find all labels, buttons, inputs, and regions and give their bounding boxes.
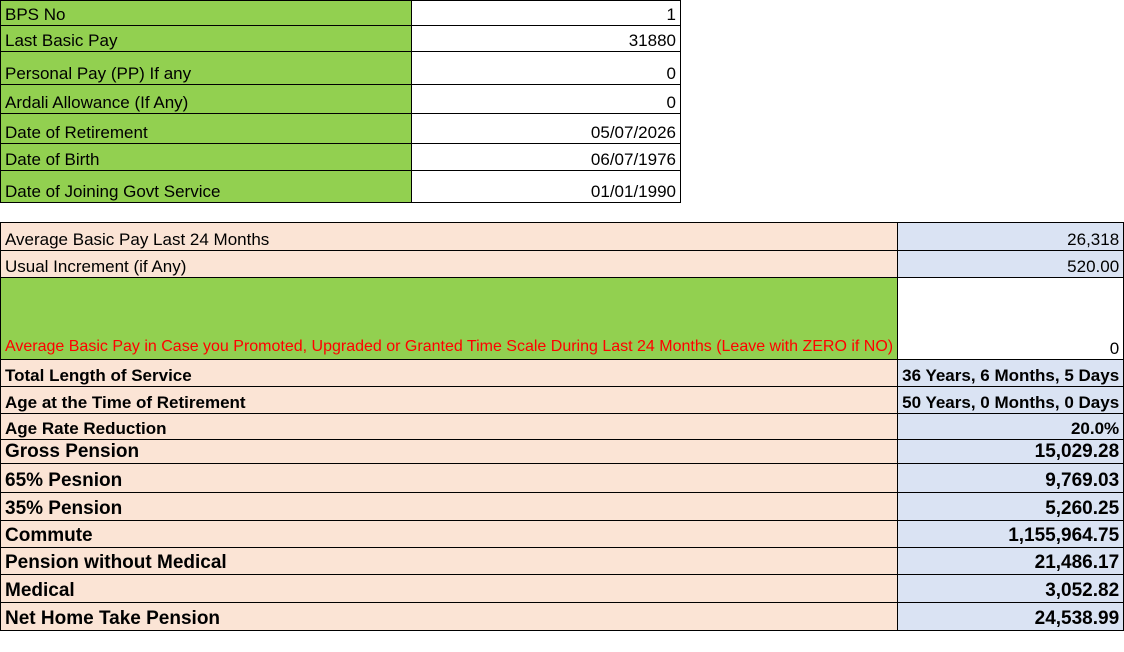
joining-date-input[interactable]: 01/01/1990 bbox=[412, 171, 681, 203]
pension-row-35 bbox=[1, 493, 1124, 521]
average-basic-pay-label: Average Basic Pay Last 24 Months bbox=[1, 223, 898, 251]
usual-increment-value: 520.00 bbox=[898, 251, 1124, 278]
input-table bbox=[0, 0, 681, 203]
age-rate-reduction-value: 20.0% bbox=[898, 414, 1124, 440]
service-row-age bbox=[1, 387, 1124, 414]
ardali-allowance-input[interactable]: 0 bbox=[412, 85, 681, 114]
promotion-average-label: Average Basic Pay in Case you Promoted, Upgraded or Granted Time Scale During Last 24 Months (Leave with ZERO if NO) bbox=[1, 278, 898, 360]
last-basic-pay-input[interactable]: 31880 bbox=[412, 26, 681, 52]
input-row-retirement bbox=[1, 114, 681, 144]
gross-pension-label: Gross Pension bbox=[1, 440, 898, 464]
medical-value: 3,052.82 bbox=[898, 575, 1124, 603]
service-length-label: Total Length of Service bbox=[1, 360, 898, 387]
calculation-table bbox=[0, 222, 1124, 631]
pension-without-medical-label: Pension without Medical bbox=[1, 548, 898, 575]
gross-pension-value: 15,029.28 bbox=[898, 440, 1124, 464]
input-row-bps bbox=[1, 1, 681, 26]
pension-35-value: 5,260.25 bbox=[898, 493, 1124, 521]
input-row-personal-pay bbox=[1, 52, 681, 85]
net-home-take-pension-value: 24,538.99 bbox=[898, 603, 1124, 631]
birth-date-label: Date of Birth bbox=[1, 144, 412, 171]
medical-label: Medical bbox=[1, 575, 898, 603]
retirement-date-label: Date of Retirement bbox=[1, 114, 412, 144]
input-row-birth bbox=[1, 144, 681, 171]
personal-pay-label: Personal Pay (PP) If any bbox=[1, 52, 412, 85]
pension-35-label: 35% Pension bbox=[1, 493, 898, 521]
net-home-take-pension-label: Net Home Take Pension bbox=[1, 603, 898, 631]
input-row-joining bbox=[1, 171, 681, 203]
calc-row-increment bbox=[1, 251, 1124, 278]
age-rate-reduction-label: Age Rate Reduction bbox=[1, 414, 898, 440]
retirement-age-value: 50 Years, 0 Months, 0 Days bbox=[898, 387, 1124, 414]
pension-row-net bbox=[1, 603, 1124, 631]
service-row-length bbox=[1, 360, 1124, 387]
pension-row-commute bbox=[1, 521, 1124, 548]
ardali-allowance-label: Ardali Allowance (If Any) bbox=[1, 85, 412, 114]
pension-row-65 bbox=[1, 464, 1124, 493]
calc-row-promotion bbox=[1, 278, 1124, 360]
usual-increment-label: Usual Increment (if Any) bbox=[1, 251, 898, 278]
pension-row-gross bbox=[1, 440, 1124, 464]
input-row-basic-pay bbox=[1, 26, 681, 52]
joining-date-label: Date of Joining Govt Service bbox=[1, 171, 412, 203]
promotion-average-input[interactable]: 0 bbox=[898, 278, 1124, 360]
retirement-age-label: Age at the Time of Retirement bbox=[1, 387, 898, 414]
retirement-date-input[interactable]: 05/07/2026 bbox=[412, 114, 681, 144]
input-row-ardali bbox=[1, 85, 681, 114]
commute-label: Commute bbox=[1, 521, 898, 548]
pension-row-without-medical bbox=[1, 548, 1124, 575]
pension-row-medical bbox=[1, 575, 1124, 603]
service-row-reduction bbox=[1, 414, 1124, 440]
birth-date-input[interactable]: 06/07/1976 bbox=[412, 144, 681, 171]
average-basic-pay-value: 26,318 bbox=[898, 223, 1124, 251]
pension-65-value: 9,769.03 bbox=[898, 464, 1124, 493]
calc-row-average bbox=[1, 223, 1124, 251]
pension-without-medical-value: 21,486.17 bbox=[898, 548, 1124, 575]
commute-value: 1,155,964.75 bbox=[898, 521, 1124, 548]
service-length-value: 36 Years, 6 Months, 5 Days bbox=[898, 360, 1124, 387]
pension-65-label: 65% Pesnion bbox=[1, 464, 898, 493]
bps-label: BPS No bbox=[1, 1, 412, 26]
bps-input[interactable]: 1 bbox=[412, 1, 681, 26]
personal-pay-input[interactable]: 0 bbox=[412, 52, 681, 85]
last-basic-pay-label: Last Basic Pay bbox=[1, 26, 412, 52]
